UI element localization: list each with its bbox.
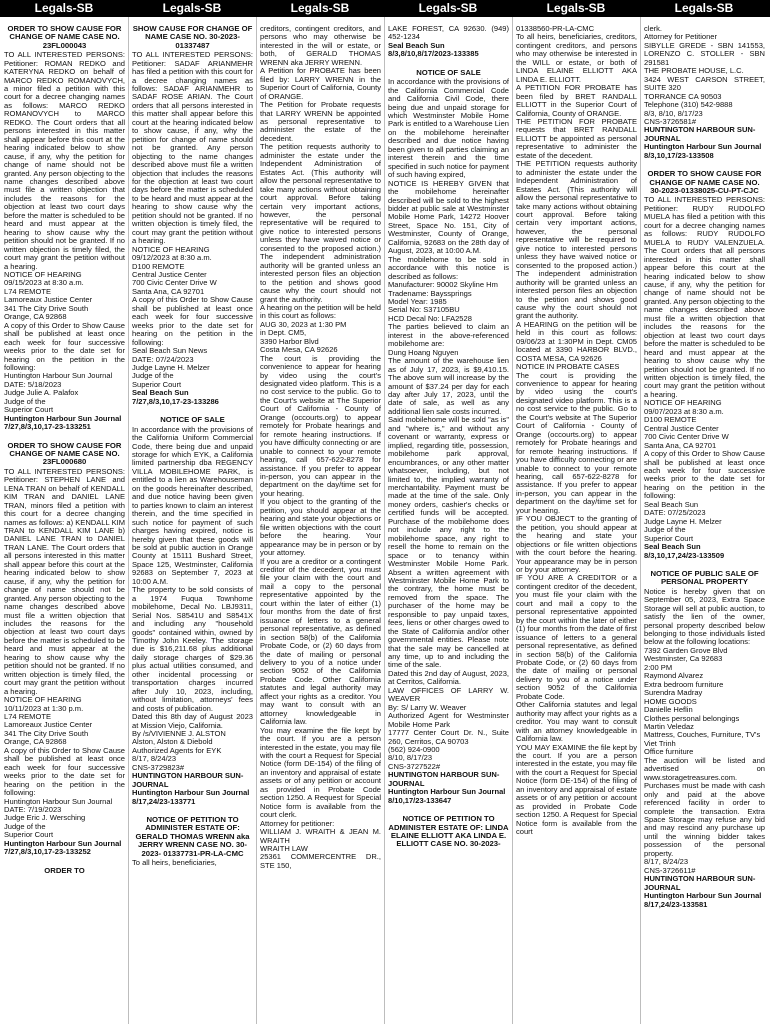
notice-body: TO ALL INTERESTED PERSONS: Petitioner: SADAF ARIANMEHR has filed a petition with this court for a decree changing names as follows: SADAF ARIANMEHR to SADAF ROSE ARIAN. The Court orders that all persons interested in this matter shall appear before this court at the hearing indicated below to show cause, if any, why the petition for change of name should not be granted. Any person objecting to the name changes described above must file a written objection that includes the reasons for the objection at least two court days before the matter is scheduled to be heard and must appear at the hearing to show cause why the petition should not be granted. If no written objection is timely filed, the court may grant the petition without a hearing. NOTICE OF HEARING 09/12/2023 at 8:30 a.m. D100 REMOTE Central Justice Center 700 Civic Center Drive W Santa Ana, CA 92701 A copy of this Order to Show Cause shall be published at least once each week for four successive weeks prior to the date set for hearing on the petition in the following: Seal Beach Sun News DATE: 07/24/2023 Judge Layne H. Melzer Judge of the Superior Court [132,50,253,389]
column-divider [256,17,257,1024]
column-4 [388,25,509,1024]
section-label: Legals-SB [290,1,350,15]
notice-body: In accordance with the provisions of the California Commercial Code and California Civil Code, there being due and unpaid storage for which Westminster Mobile Home Park is entitled to a Warehouse Lien on the mobilehome hereinafter described and due notice having been given to all parties claiming an interest therein and the time specified in such notice for payment of such having expired, NOTICE IS HEREBY GIVEN that the mobilehome hereinafter described will be sold to the highest bidder at public sale at Westminster Mobile Home Park, 14272 Hoover Street, Space No. 151, City of Westminster, County of Orange, California, 92683 on the 28th day of August, 2023, at 10:00 A.M. The mobilehome to be sold in accordance with this notice is described as follows: Manufacturer: 90002 Skyline Hm Tradename: Bayssprings Model Year: 1985 Serial No: S37105BU HCD Decal No: LFA2528 The parties believed to claim an interest in the above-referenced mobilehome are: Dung Hoang Nguyen The amount of the warehouse lien as of July 17, 2023, is $9,410.15. The above sum will increase by the amount of $37.24 per day for each day after July 17, 2023, until the date of sale, as well as any additional lien sale costs incurred. Said mobilehome will be sold "as is" and "where is," and without any covenant or warranty, express or implied, regarding title, possession, mobilehome park approval, encumbrances, or any other matter whatsoever, including, but not limited to, the implied warranty of merchantability. Payment must be made at the time of the sale. Only money orders, cashier's checks or certified funds will be accepted. Purchase of the mobilehome does not include any right to the mobilehome space, any right to resell the home to remain on the space or to tenancy within Westminster Mobile Home Park. Absent a written agreement with Westminster Mobile Home Park to the contrary, the home must be removed from the space. The purchaser of the home may be responsible to pay unpaid taxes, fees, liens or other charges owed to the State of California and/or other governmental entities. Please note that the sale may be cancelled at any time, up to and including the time of the sale. Dated this 2nd day of August, 2023, at Cerritos, California. LAW OFFICES OF LARRY W. WEAVER By: S/ Larry W. Weaver Authorized Agent for Westminster Mobile Home Park 17777 Center Court Dr. N., Suite 260, Cerritos, CA 90703 (562) 924-0900 8/10, 8/17/23 CNS-3727522# [388,77,509,771]
notice-publication: Seal Beach Sun 7/27,8/3,10,17-23-133286 [132,388,219,406]
notice-body: To all heirs, beneficiaries, [132,858,217,868]
notice-publication: HUNTINGTON HARBOUR SUN-JOURNAL Huntington Harbour Sun Journal 8/17,24/23-133771 [132,771,250,806]
column-6 [644,25,765,1024]
notice-publication: HUNTINGTON HARBOUR SUN-JOURNAL Huntington Harbour Sun Journal 8/10,17/23-133647 [388,770,506,805]
notice-publication: Huntington Harbour Sun Journal 7/27,8/3,10,17-23-133251 [4,413,122,432]
column-divider [384,17,385,1024]
column-divider [512,17,513,1024]
notice-title: NOTICE OF SALE [160,415,225,425]
column-2 [132,25,253,1024]
column-3 [260,25,381,1024]
notice-publication: Seal Beach Sun 8/3,8/10,8/17/2023-133385 [388,40,479,59]
notice-title: NOTICE OF PETITION TO ADMINISTER ESTATE OF: GERALD THOMAS WRENN aka JERRY WRENN CASE NO. 30-2023- 01337731-PR-LA-CMC [135,815,250,858]
notice-body: TO ALL INTERESTED PERSONS: Petitioner: RUDY RUDOLFO MUELA has filed a petition with this court for a decree changing names as follows: RUDY RUDOLFO MUELA to RUDY VALENZUELA. The Court orders that all persons interested in this matter shall appear before this court at the hearing indicated below to show cause, if any, why the petition for change of name should not be granted. Any person objecting to the name changes described above must file a written objection that includes the reasons for the objection at least two court days before the matter is scheduled to be heard and must appear at the hearing to show cause why the petition should not be granted. If no written objection is timely filed, the court may grant the petition without a hearing. NOTICE OF HEARING 09/07/2023 at 8:30 a.m. D100 REMOTE Central Justice Center 700 Civic Center Drive W Santa Ana, CA 92701 A copy of this Order to Show Cause shall be published at least once each week for four successive weeks prior to the date set for hearing on the petition in the following: Seal Beach Sun DATE: 07/25/2023 Judge Layne H. Melzer Judge of the Superior Court [644,195,765,543]
section-label: Legals-SB [34,1,94,15]
section-label: Legals-SB [546,1,606,15]
notice-publication: Seal Beach Sun 8/3,10,17,24/23-133509 [644,542,725,560]
notice-title: NOTICE OF PETITION TO ADMINISTER ESTATE OF: LINDA ELAINE ELLIOTT AKA LINDA E. ELLIOTT CASE NO. 30-2023- [388,814,509,849]
notice-title: ORDER TO SHOW CAUSE FOR CHANGE OF NAME CASE NO. 23FL000043 [7,25,122,50]
legal-notice [644,570,765,909]
legal-notice [260,25,381,870]
section-label: Legals-SB [418,1,478,15]
notice-publication: HUNTINGTON HARBOUR SUN-JOURNAL Huntington Harbour Sun Journal 8/17,24/23-133581 [644,874,762,909]
legal-notice [4,25,125,432]
notice-body: creditors, contingent creditors, and persons who may otherwise be interested in the will or estate, or both, of GERALD THOMAS WRENN aka JERRY WRENN. A Petition for PROBATE has been filed by: LARRY WRENN in the Superior Court of California, County of ORANGE. The Petition for Probate requests that LARRY WRENN be appointed as personal representative to administer the estate of the decedent. The petition requests authority to administer the estate under the Independent Administration of Estates Act. (This authority will allow the personal representative to take many actions without obtaining court approval. Before taking certain very important actions, however, the personal representative will be required to give notice to interested persons unless they have waived notice or consented to the proposed action.) The independent administration authority will be granted unless an interested person files an objection to the petition and shows good cause why the court should not grant the authority. A hearing on the petition will be held in this court as follows: AUG 30, 2023 at 1:30 PM in Dept. CM5, 3390 Harbor Blvd Costa Mesa, CA 92626 The court is providing the convenience to appear for hearing by video using the court's designated video platform. This is a no cost service to the public. Go to the Court's website at The Superior Court of California - County of Orange (occourts.org) to appear remotely for Probate hearings and for remote hearing instructions. If you have difficulty connecting or are unable to connect to your remote hearing, call 657-622-8278 for assistance. If you prefer to appear in-person, you can appear in the department on the day/time set for your hearing. If you object to the granting of the petition, you should appear at the hearing and state your objections or file written objections with the court before the hearing. Your appearance may be in person or by your attorney. If you are a creditor or a contingent creditor of the decedent, you must file your claim with the court and mail a copy to the personal representative appointed by the court within the later of either (1) four months from the date of first issuance of letters to a general personal representative, as defined in section 58(b) of the California Probate Code, or (2) 60 days from the date of mailing or personal delivery to you of a notice under section 9052 of the California Probate Code. Other California statutes and legal authority may affect your rights as a creditor. You may want to consult with an attorney knowledgeable in California law. You may examine the file kept by the court. If you are a person interested in the estate, you may file with the court a Request for Special Notice (form DE-154) of the filing of an inventory and appraisal of estate assets or of any petition or account as provided in Probate Code section 1250. A Request for Special Notice form is available from the court clerk. Attorney for petitioner: WILLIAM J. WRAITH & JEAN M. WRAITH WRAITH LAW 25361 COMMERCENTRE DR., STE 150, [260,25,381,870]
legal-notice [4,867,125,875]
column-divider [640,17,641,1024]
notice-body: clerk. Attorney for Petitioner SIBYLLE GREDE - SBN 141553, LORENZO C. STOLLER - SBN 291581 THE PROBATE HOUSE, L.C. 3424 WEST CARSON STREET, SUITE 320 TORRANCE CA 90503 Telephone (310) 542-9888 8/3, 8/10, 8/17/23 CNS-3726581# [644,25,765,126]
section-label: Legals-SB [162,1,222,15]
notice-title: NOTICE OF PUBLIC SALE OF PERSONAL PROPERTY [650,568,759,587]
column-1 [4,25,125,1024]
notice-publication: HUNTINGTON HARBOUR SUN-JOURNAL Huntington Harbour Sun Journal 8/3,10,17/23-133508 [644,125,762,160]
legal-notice [132,25,253,406]
notice-body: Notice is hereby given that on September 05, 2023, Extra Space Storage will sell at public auction, to satisfy the lien of the owner, personal property described below belonging to those individuals listed below at the following locations: 7392 Garden Grove Blvd Westminster, Ca 92683 2:00 PM Raymond Alvarez Extra bedroom furniture Surendra Madray HOME GOODS Danielle Heflin Clothes personal belongings Martin Veledaz Mattress, Couches, Furniture, TV's Viet Trinh Office furniture The auction will be listed and advertised on www.storagetreasures.com. Purchases must be made with cash only and paid at the above referenced facility in order to complete the transaction. Extra Space Storage may refuse any bid and may rescind any purchase up until the winning bidder takes possession of the personal property. 8/17, 8/24/23 CNS-3726611# [644,586,765,875]
legal-notice [388,69,509,805]
legal-notice [388,25,509,59]
notice-body: 01338560-PR-LA-CMC To all heirs, beneficiaries, creditors, contingent creditors, and persons who may otherwise be interested in the WILL or estate, or both of LINDA ELAINE ELLIOTT AKA LINDA E. ELLIOTT. A PETITION FOR PROBATE has been filed by BRET RANDALL ELLIOTT in the Superior Court of California, County of ORANGE. THE PETITION FOR PROBATE requests that BRET RANDALL ELLIOTT be appointed as personal representative to administer the estate of the decedent. THE PETITION requests authority to administer the estate under the Independent Administration of Estates Act. (This authority will allow the personal representative to take many actions without obtaining court approval. Before taking certain very important actions, however, the personal representative will be required to give notice to interested persons unless they have waived notice or consented to the proposed action.) The independent administration authority will be granted unless an interested person files an objection to the petition and shows good cause why the court should not grant the authority. A HEARING on the petition will be held in this court as follows: 09/06/23 at 1:30PM in Dept. CM05 located at 3390 HARBOR BLVD., COSTA MESA, CA 92626 NOTICE IN PROBATE CASES The court is providing the convenience to appear for hearing by video using the court's designated video platform. This is a no cost service to the public. Go to the Court's website at The Superior Court of California - County of Orange (occourts.org) to appear remotely for Probate hearings and for remote hearing instructions. If you have difficulty connecting or are unable to connect to your remote hearing, call 657-622-8278 for assistance. If you prefer to appear in-person, you can appear in the department on the day/time set for your hearing. IF YOU OBJECT to the granting of the petition, you should appear at the hearing and state your objections or file written objections with the court before the hearing. Your appearance may be in person or by your attorney. IF YOU ARE A CREDITOR or a contingent creditor of the decedent, you must file your claim with the court and mail a copy to the personal representative appointed by the court within the later of either (1) four months from the date of first issuance of letters to a general personal representative, as defined in section 58(b) of the California Probate Code, or (2) 60 days from the date of mailing or personal delivery to you of a notice under section 9052 of the California Probate Code. Other California statutes and legal authority may affect your rights as a creditor. You may want to consult with an attorney knowledgeable in California law. YOU MAY EXAMINE the file kept by the court. If you are a person interested in the estate, you may file with the court a Request for Special Notice (form DE-154) of the filing of an inventory and appraisal of estate assets or of any petition or account as provided in Probate Code section 1250. A Request for Special Notice form is available from the court [516,25,637,837]
notice-title: SHOW CAUSE FOR CHANGE OF NAME CASE NO. 30-2023-01337487 [132,25,253,50]
notice-title: ORDER TO SHOW CAUSE FOR CHANGE OF NAME CASE NO. 30-2023-01338025-CU-PT-CJC [647,169,762,196]
legal-notice [132,416,253,806]
legal-notice [644,170,765,560]
legal-notice [4,442,125,857]
legal-notice [516,25,637,837]
notice-title: ORDER TO [44,865,85,875]
section-label: Legals-SB [674,1,734,15]
legal-notice [388,815,509,849]
notice-body: TO ALL INTERESTED PERSONS: Petitioner: STEPHEN LANE and LENA TRAN on behalf of KENDALL KIM TRAN and DANIEL LANE TRAN, minors filed a petition with this court for a decree changing names as follows: a) KENDALL KIM TRAN to KENDALL KIM LANE b) DANIEL LANE TRAN to DANIEL TRAN LANE. The Court orders that all persons interested in this matter shall appear before this court at the hearing indicated below to show cause, if any, why the petition for change of name should not be granted. Any person objecting to the name changes described above must file a written objection that includes the reasons for the objection at least two court days before the matter is scheduled to be heard and must appear at the hearing to show cause why the petition should not be granted. If no written objection is timely filed, the court may grant the petition without a hearing. NOTICE OF HEARING 10/11/2023 at 1:30 p.m. L74 REMOTE Lamoreaux Justice Center 341 The City Drive South Orange, CA 92868 A copy of this Order to Show Cause shall be published at least once each week for four successive weeks prior to the date set for hearing on the petition in the following: Huntington Harbour Sun Journal DATE: 7/19/2023 Judge Eric J. Wersching Judge of the Superior Court [4,466,125,840]
header-bar [0,0,770,17]
notice-body: TO ALL INTERESTED PERSONS: Petitioner: ROMAN REDKO and KATERYNA REDKO on behalf of MARCO REDKO ROMANOVYCH, a minor filed a petition with this court for a decree changing names as follows: MARCO REDKO ROMANOVYCH to MARCO REDKO. The Court orders that all persons interested in this matter shall appear before this court at the hearing indicated below to show cause, if any, why the petition for change of name should not be granted. Any person objecting to the name changes described above must file a written objection that includes the reasons for the objection at least two court days before the matter is scheduled to be heard and must appear at the hearing to show cause why the petition should not be granted. If no written objection is timely filed, the court may grant the petition without a hearing. NOTICE OF HEARING 09/15/2023 at 8:30 a.m. L74 REMOTE Lamoreaux Justice Center 341 The City Drive South Orange, CA 92868 A copy of this Order to Show Cause shall be published at least once each week for four successive weeks prior to the date set for hearing on the petition in the following: Huntington Harbour Sun Journal DATE: 5/18/2023 Judge Julie A. Palafox Judge of the Superior Court [4,50,125,415]
notice-body: LAKE FOREST, CA 92630. (949) 452-1234 [388,25,509,42]
notice-title: NOTICE OF SALE [416,67,481,77]
legal-notice [644,25,765,160]
legal-notice [132,816,253,867]
column-5 [516,25,637,1024]
notice-publication: Huntington Harbour Sun Journal 7/27,8/3,10,17-23-133252 [4,838,122,857]
notice-title: ORDER TO SHOW CAUSE FOR CHANGE OF NAME CASE NO. 23FL000680 [7,440,122,467]
column-divider [128,17,129,1024]
notice-body: In accordance with the provisions of the California Uniform Commercial Code, there being due and unpaid storage for which EYK, a California limited partnership dba REGENCY VILLA MOBILEHOME PARK, is entitled to a lien as Warehouseman on the goods hereinafter described, and due notice having been given to parties known to claim an interest therein, and the time specified in such notice for payment of such charges having expired, notice is hereby given that these goods will be sold at public auction in Orange County at 15111 Bushard Street, Space 125, Westminster, California 92683 on September 7, 2023 at 10:00 A.M. The property to be sold consists of a 1974 Fuqua Townhome mobilehome, Decal No. LBJ9311, Serial Nos. S8541U and S8541X and including any "household goods" contained within, owned by Timothy John Keeley. The storage due is $16,211.68 plus additional daily storage charges of $29.36 plus actual utilities consumed, and other incidental processing or transportation charges incurred after July 10, 2023, including, without limitation, attorneys' fees and costs of publication. Dated this 8th day of August 2023 at Mission Viejo, California. By /s/VIVIENNE J. ALSTON Alston, Alston & Diebold Authorized Agents for EYK 8/17, 8/24/23 CNS-3729823# [132,424,253,772]
